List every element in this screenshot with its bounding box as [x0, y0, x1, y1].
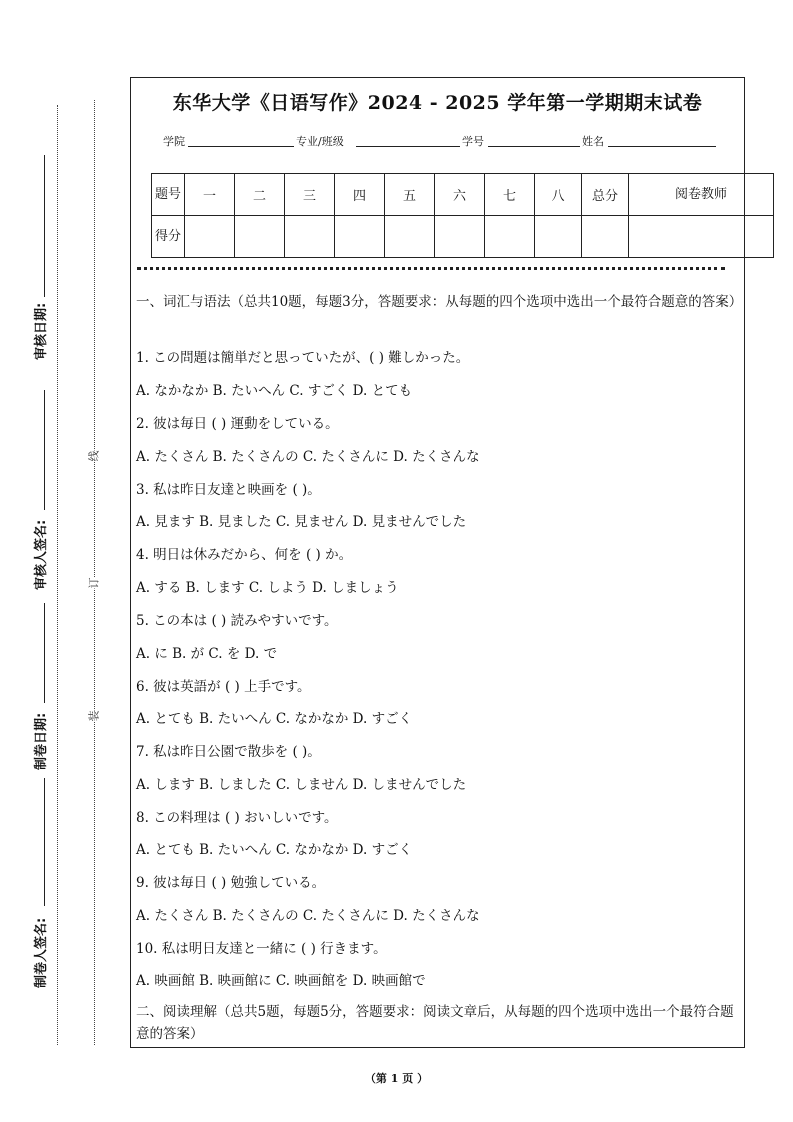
- score-cell[interactable]: [235, 216, 285, 258]
- separator-dotted-line: [137, 267, 725, 270]
- col-5: 五: [385, 174, 435, 216]
- score-cell[interactable]: [629, 216, 774, 258]
- major-label: 专业/班级: [296, 135, 344, 148]
- score-table: [151, 173, 774, 258]
- score-cell[interactable]: [185, 216, 235, 258]
- question-2: 2. 彼は毎日 ( ) 運動をしている。: [136, 416, 339, 432]
- options-3: A. 見ます B. 見ました C. 見ません D. 見ませんでした: [136, 514, 467, 530]
- reviewer-date-label: 审核日期:: [34, 302, 49, 360]
- question-8: 8. この料理は ( ) おいしいです。: [136, 810, 338, 826]
- question-6: 6. 彼は英語が ( ) 上手です。: [136, 679, 311, 695]
- college-field[interactable]: [188, 146, 294, 147]
- section1-heading: 一、词汇与语法（总共10题，每题3分，答题要求：从每题的四个选项中选出一个最符合题意的答案）: [136, 294, 743, 310]
- question-number-header: 题号: [152, 174, 185, 216]
- reviewer-sign-line: [44, 390, 45, 510]
- options-1: A. なかなか B. たいへん C. すごく D. とても: [136, 383, 413, 399]
- options-7: A. します B. しました C. しません D. しませんでした: [136, 777, 467, 793]
- score-cell[interactable]: [435, 216, 485, 258]
- col-7: 七: [485, 174, 535, 216]
- options-9: A. たくさん B. たくさんの C. たくさんに D. たくさんな: [136, 908, 480, 924]
- college-label: 学院: [163, 135, 185, 148]
- maker-sign-line: [44, 778, 45, 906]
- major-field[interactable]: [356, 146, 460, 147]
- options-10: A. 映画館 B. 映画館に C. 映画館を D. 映画館で: [136, 973, 426, 989]
- score-cell[interactable]: [582, 216, 629, 258]
- maker-date-label: 制卷日期:: [34, 712, 49, 770]
- maker-date-line: [44, 603, 45, 703]
- options-8: A. とても B. たいへん C. なかなか D. すごく: [136, 842, 413, 858]
- col-3: 三: [285, 174, 335, 216]
- binding-line-char: 线: [87, 450, 101, 462]
- reviewer-sign-label: 审核人签名:: [34, 519, 49, 590]
- question-1: 1. この問題は簡単だと思っていたが、( ) 難しかった。: [136, 350, 470, 366]
- col-1: 一: [185, 174, 235, 216]
- col-8: 八: [535, 174, 582, 216]
- options-5: A. に B. が C. を D. で: [136, 646, 278, 662]
- question-3: 3. 私は昨日友達と映画を ( )。: [136, 482, 321, 498]
- name-field[interactable]: [608, 146, 716, 147]
- score-cell[interactable]: [485, 216, 535, 258]
- question-4: 4. 明日は休みだから、何を ( ) か。: [136, 547, 353, 563]
- page-number: （第 1 页 ）: [364, 1072, 429, 1085]
- col-2: 二: [235, 174, 285, 216]
- options-6: A. とても B. たいへん C. なかなか D. すごく: [136, 711, 413, 727]
- score-row-header: 得分: [152, 216, 185, 258]
- col-total: 总分: [582, 174, 629, 216]
- student-id-field[interactable]: [488, 146, 580, 147]
- score-cell[interactable]: [535, 216, 582, 258]
- options-2: A. たくさん B. たくさんの C. たくさんに D. たくさんな: [136, 449, 480, 465]
- student-id-label: 学号: [462, 135, 484, 148]
- score-cell[interactable]: [335, 216, 385, 258]
- binding-bind-char: 订: [87, 577, 101, 589]
- question-9: 9. 彼は毎日 ( ) 勉強している。: [136, 875, 326, 891]
- binding-seal-char: 装: [87, 710, 101, 722]
- reviewer-date-line: [44, 155, 45, 297]
- score-cell[interactable]: [285, 216, 335, 258]
- question-10: 10. 私は明日友達と一緒に ( ) 行きます。: [136, 941, 387, 957]
- section2-heading: 二、阅读理解（总共5题，每题5分，答题要求：阅读文章后，从每题的四个选项中选出一个最符合题意的答案）: [136, 1004, 734, 1042]
- maker-sign-label: 制卷人签名:: [34, 917, 49, 988]
- name-label: 姓名: [582, 135, 604, 148]
- score-cell[interactable]: [385, 216, 435, 258]
- col-4: 四: [335, 174, 385, 216]
- col-6: 六: [435, 174, 485, 216]
- question-5: 5. この本は ( ) 読みやすいです。: [136, 613, 338, 629]
- binding-dotted-line-inner: [94, 100, 95, 1045]
- col-grader: 阅卷教师: [629, 174, 774, 216]
- options-4: A. する B. します C. しよう D. しましょう: [136, 580, 399, 596]
- exam-title: 东华大学《日语写作》2024 - 2025 学年第一学期期末试卷: [172, 92, 703, 114]
- binding-dotted-line-outer: [57, 105, 58, 1045]
- question-7: 7. 私は昨日公園で散歩を ( )。: [136, 744, 321, 760]
